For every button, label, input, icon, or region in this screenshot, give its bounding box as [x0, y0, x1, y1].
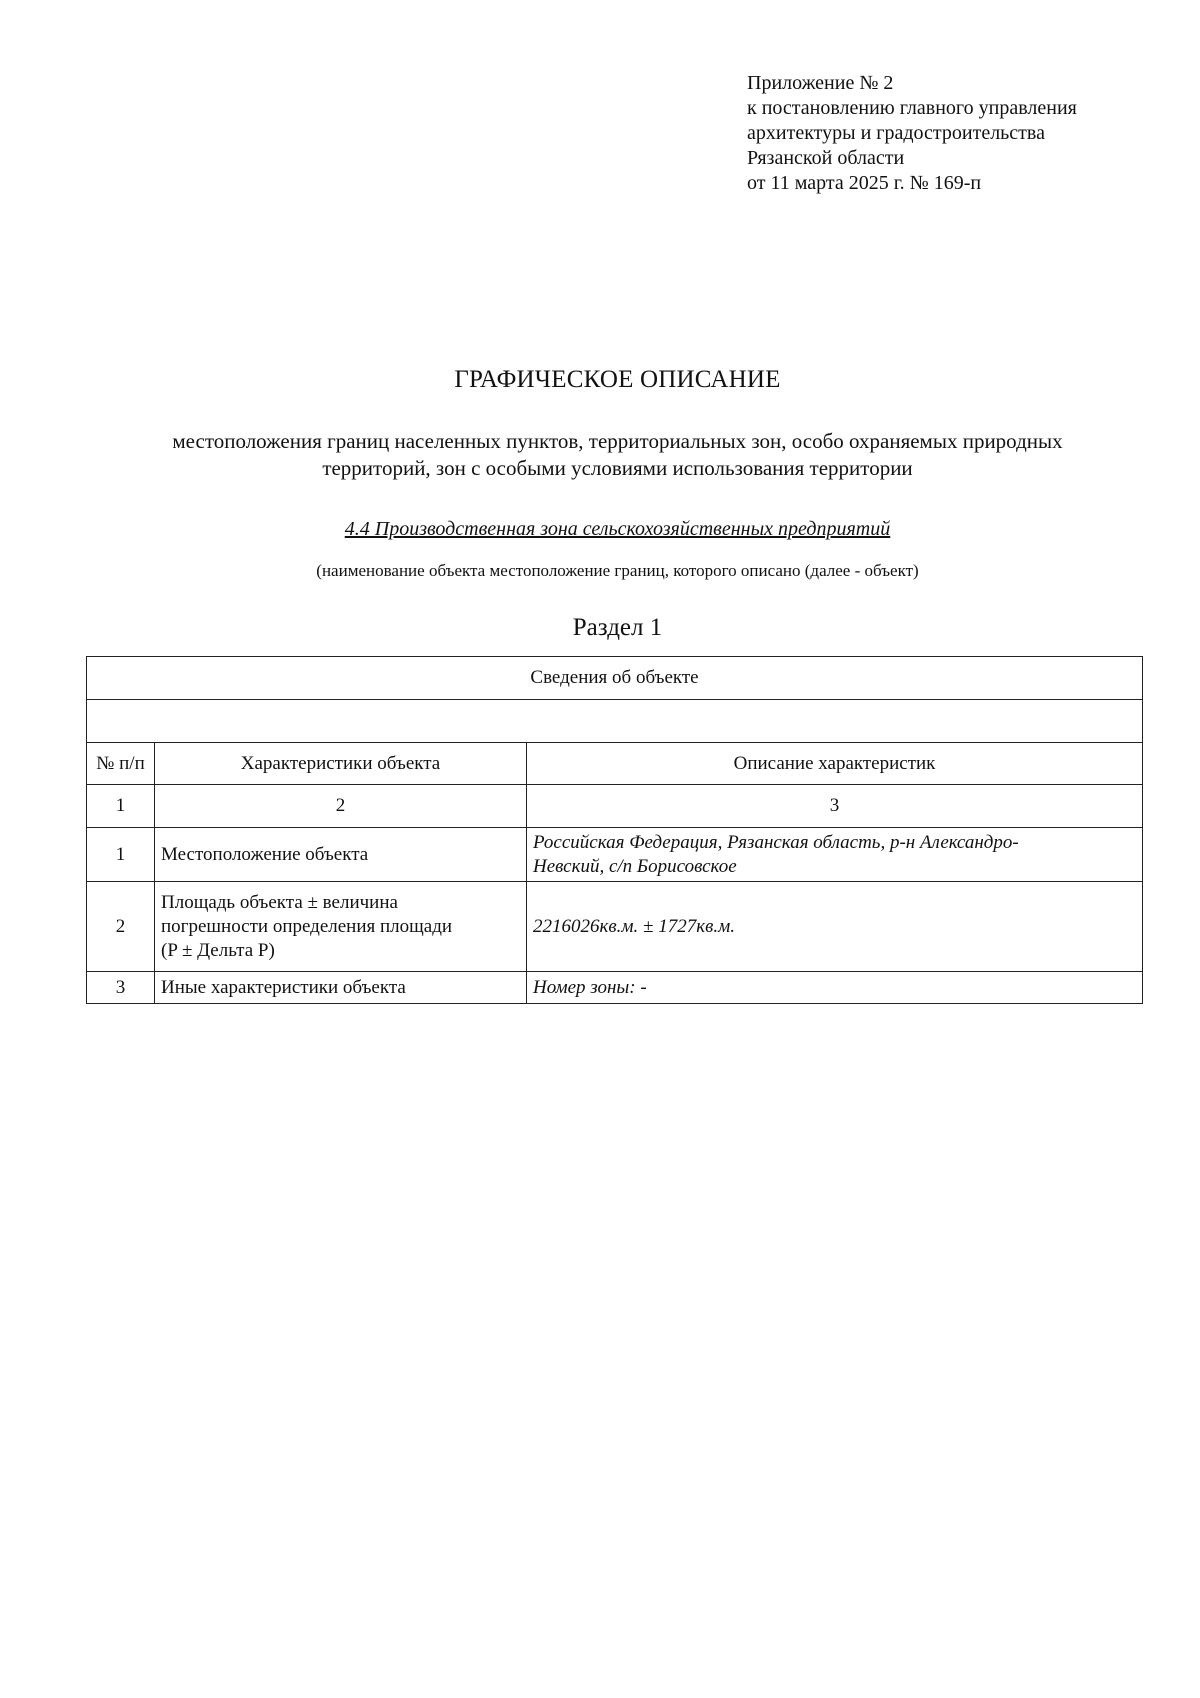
header-description: Описание характеристик	[527, 743, 1143, 785]
row-characteristic	[155, 882, 527, 972]
row-num: 2	[87, 882, 155, 972]
table-empty-row	[87, 700, 1143, 743]
row-characteristic-line: (P ± Дельта P)	[161, 939, 275, 961]
column-number: 1	[87, 785, 155, 828]
table-row	[87, 972, 1143, 1004]
subtitle-line: местоположения границ населенных пунктов, территориальных зон, особо охраняемых природных	[172, 429, 1063, 453]
row-description	[527, 972, 1143, 1004]
column-number: 3	[527, 785, 1143, 828]
document-title: ГРАФИЧЕСКОЕ ОПИСАНИЕ	[454, 366, 781, 393]
document-subtitle	[90, 428, 1145, 482]
table-header-row	[87, 743, 1143, 785]
zone-number-label: Номер зоны:	[533, 976, 636, 998]
appendix-line: Приложение № 2	[747, 72, 894, 94]
header-num: № п/п	[87, 743, 155, 785]
column-number: 2	[155, 785, 527, 828]
object-name: 4.4 Производственная зона сельскохозяйственных предприятий	[344, 518, 891, 540]
appendix-line: архитектуры и градостроительства	[747, 122, 1045, 144]
zone-number-value: -	[640, 976, 647, 998]
table-empty-cell	[87, 700, 1143, 743]
table-row	[87, 828, 1143, 882]
row-characteristic-line: погрешности определения площади	[161, 915, 453, 937]
row-characteristic: Местоположение объекта	[155, 828, 527, 882]
table-caption: Сведения об объекте	[87, 657, 1143, 700]
section-title: Раздел 1	[572, 614, 663, 641]
table-row	[87, 882, 1143, 972]
header-characteristic: Характеристики объекта	[155, 743, 527, 785]
row-characteristic-line: Площадь объекта ± величина	[161, 891, 398, 913]
row-num: 1	[87, 828, 155, 882]
row-characteristic: Иные характеристики объекта	[155, 972, 527, 1004]
row-description-line: Российская Федерация, Рязанская область, р-н Александро-	[533, 831, 1019, 853]
object-name-note: (наименование объекта местоположение границ, которого описано (далее - объект)	[316, 561, 919, 580]
table-column-numbers-row	[87, 785, 1143, 828]
subtitle-line: территорий, зон с особыми условиями использования территории	[322, 456, 913, 480]
row-description: 2216026кв.м. ± 1727кв.м.	[527, 882, 1143, 972]
appendix-line: к постановлению главного управления	[747, 97, 1077, 119]
row-description	[527, 828, 1143, 882]
appendix-line: Рязанской области	[747, 147, 905, 169]
row-description-line: Невский, с/п Борисовское	[533, 855, 737, 877]
appendix-line: от 11 марта 2025 г. № 169-п	[747, 172, 982, 194]
appendix-block	[747, 71, 1077, 196]
object-info-table	[86, 656, 1143, 1004]
table-caption-row	[87, 657, 1143, 700]
row-num: 3	[87, 972, 155, 1004]
